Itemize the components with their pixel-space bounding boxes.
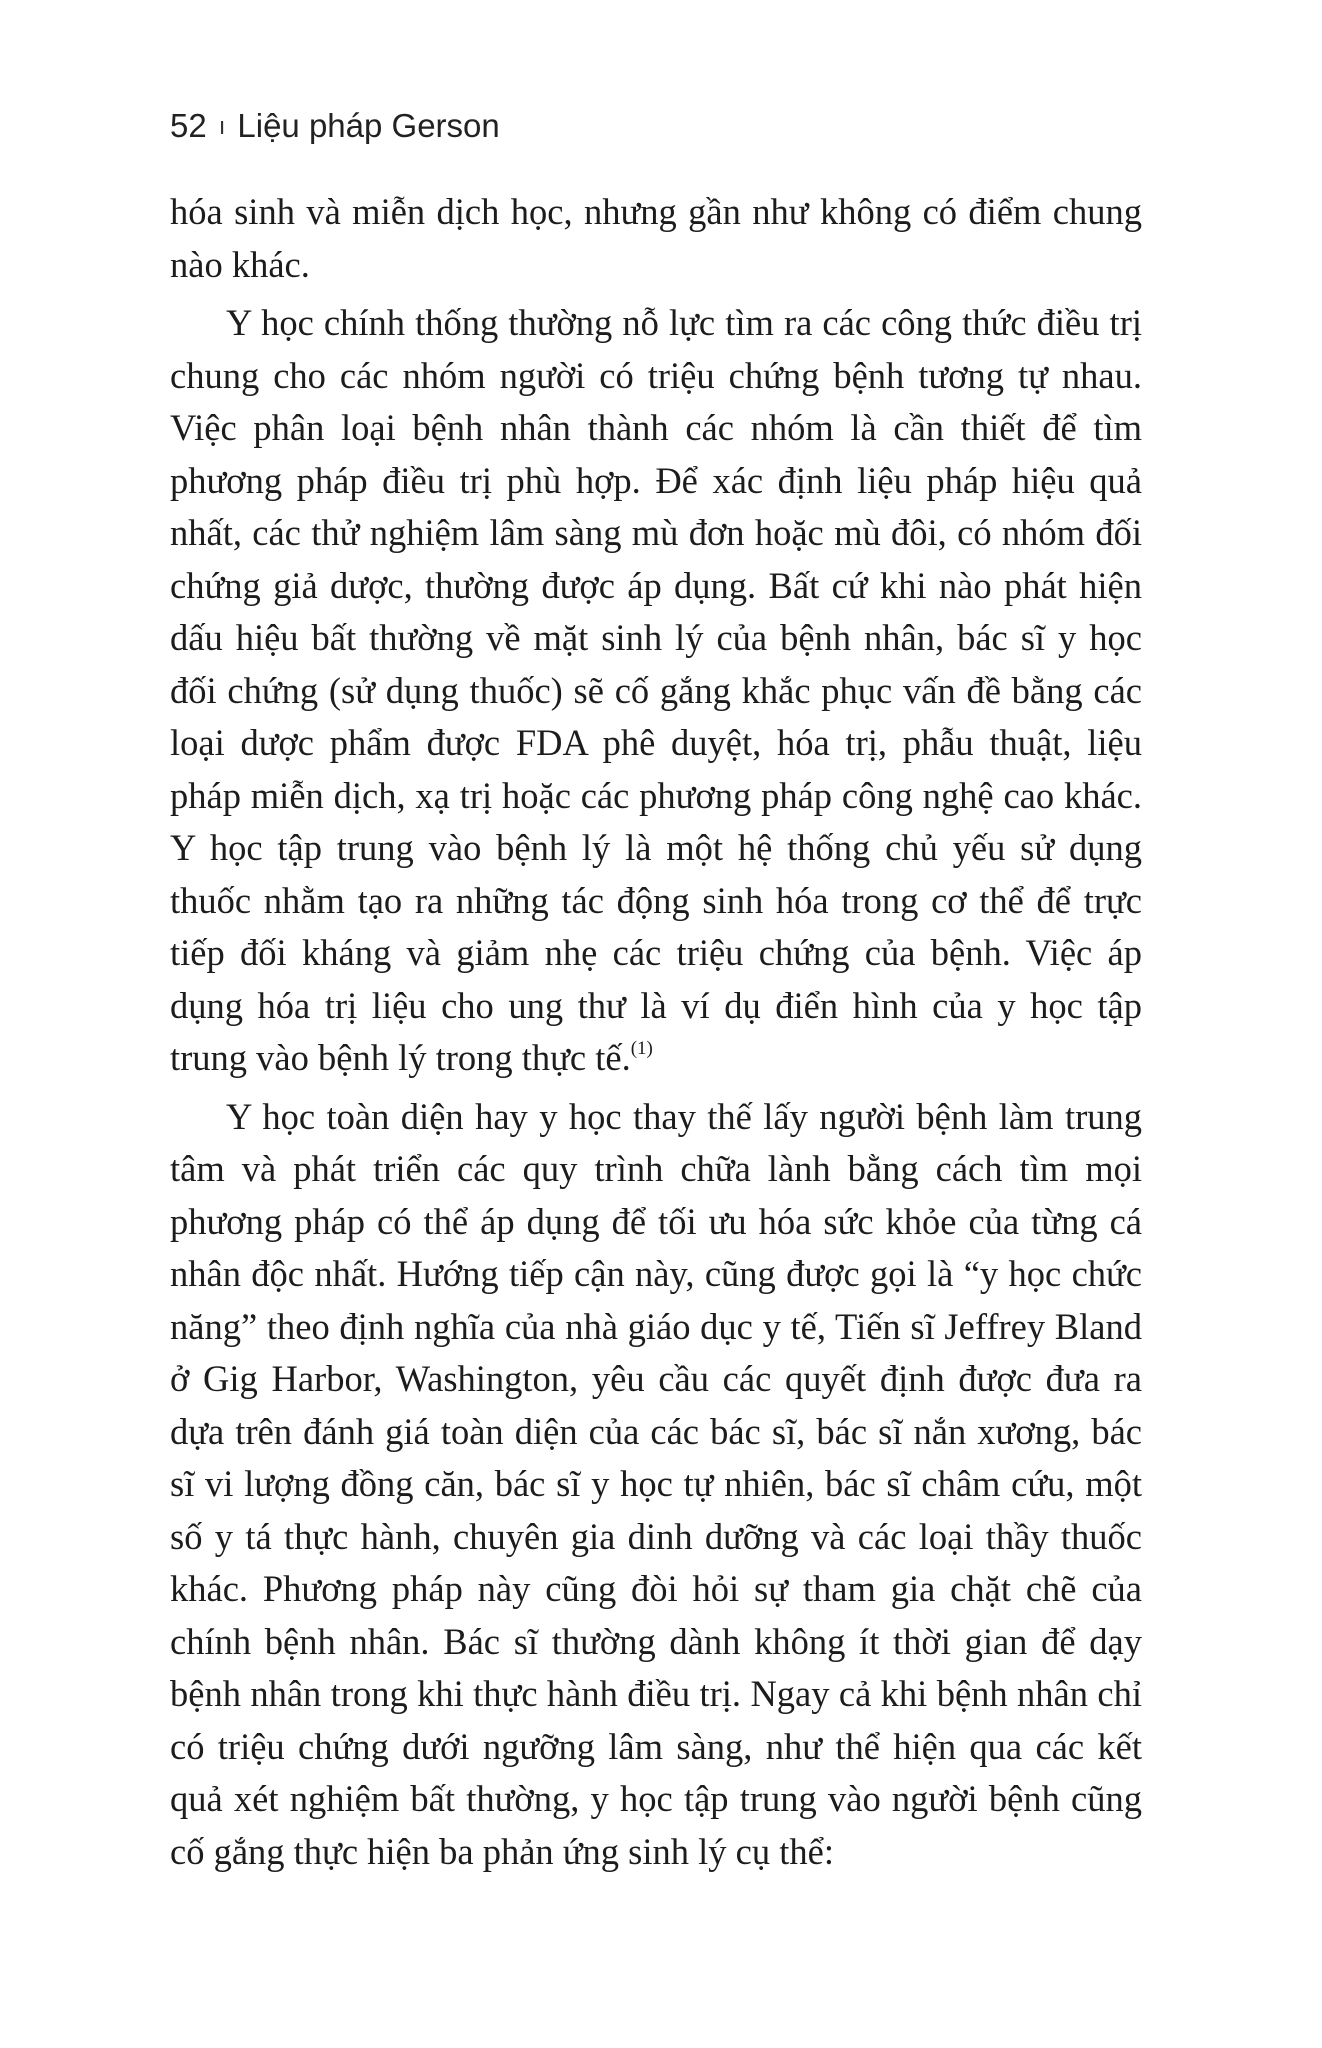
paragraph-continuation	[170, 186, 1142, 291]
paragraph-conventional-medicine	[170, 297, 1142, 1085]
footnote-marker: (1)	[630, 1038, 653, 1059]
paragraph-text: hóa sinh và miễn dịch học, nhưng gần như không có điểm chung nào khác.	[170, 191, 1142, 285]
paragraph-text: Y học chính thống thường nỗ lực tìm ra các công thức điều trị chung cho các nhóm người có triệu chứng bệnh tương tự nhau. Việc phân loại bệnh nhân thành các nhóm là cần thiết để tìm phương pháp điều trị phù hợp. Để xác định liệu pháp hiệu quả nhất, các thử nghiệm lâm sàng mù đơn hoặc mù đôi, có nhóm đối chứng giả dược, thường được áp dụng. Bất cứ khi nào phát hiện dấu hiệu bất thường về mặt sinh lý của bệnh nhân, bác sĩ y học đối chứng (sử dụng thuốc) sẽ cố gắng khắc phục vấn đề bằng các loại dược phẩm được FDA phê duyệt, hóa trị, phẫu thuật, liệu pháp miễn dịch, xạ trị hoặc các phương pháp công nghệ cao khác. Y học tập trung vào bệnh lý là một hệ thống chủ yếu sử dụng thuốc nhằm tạo ra những tác động sinh hóa trong cơ thể để trực tiếp đối kháng và giảm nhẹ các triệu chứng của bệnh. Việc áp dụng hóa trị liệu cho ung thư là ví dụ điển hình của y học tập trung vào bệnh lý trong thực tế.	[170, 302, 1142, 1078]
header-separator: ı	[218, 113, 226, 140]
paragraph-holistic-medicine	[170, 1091, 1142, 1879]
book-title: Liệu pháp Gerson	[237, 107, 500, 144]
paragraph-text: Y học toàn diện hay y học thay thế lấy người bệnh làm trung tâm và phát triển các quy trình chữa lành bằng cách tìm mọi phương pháp có thể áp dụng để tối ưu hóa sức khỏe của từng cá nhân độc nhất. Hướng tiếp cận này, cũng được gọi là “y học chức năng” theo định nghĩa của nhà giáo dục y tế, Tiến sĩ Jeffrey Bland ở Gig Harbor, Washington, yêu cầu các quyết định được đưa ra dựa trên đánh giá toàn diện của các bác sĩ, bác sĩ nắn xương, bác sĩ vi lượng đồng căn, bác sĩ y học tự nhiên, bác sĩ châm cứu, một số y tá thực hành, chuyên gia dinh dưỡng và các loại thầy thuốc khác. Phương pháp này cũng đòi hỏi sự tham gia chặt chẽ của chính bệnh nhân. Bác sĩ thường dành không ít thời gian để dạy bệnh nhân trong khi thực hành điều trị. Ngay cả khi bệnh nhân chỉ có triệu chứng dưới ngưỡng lâm sàng, như thể hiện qua các kết quả xét nghiệm bất thường, y học tập trung vào người bệnh cũng cố gắng thực hiện ba phản ứng sinh lý cụ thể:	[170, 1095, 1142, 1872]
running-header	[170, 104, 500, 149]
body-text	[170, 186, 1142, 1884]
page-number: 52	[170, 107, 207, 144]
